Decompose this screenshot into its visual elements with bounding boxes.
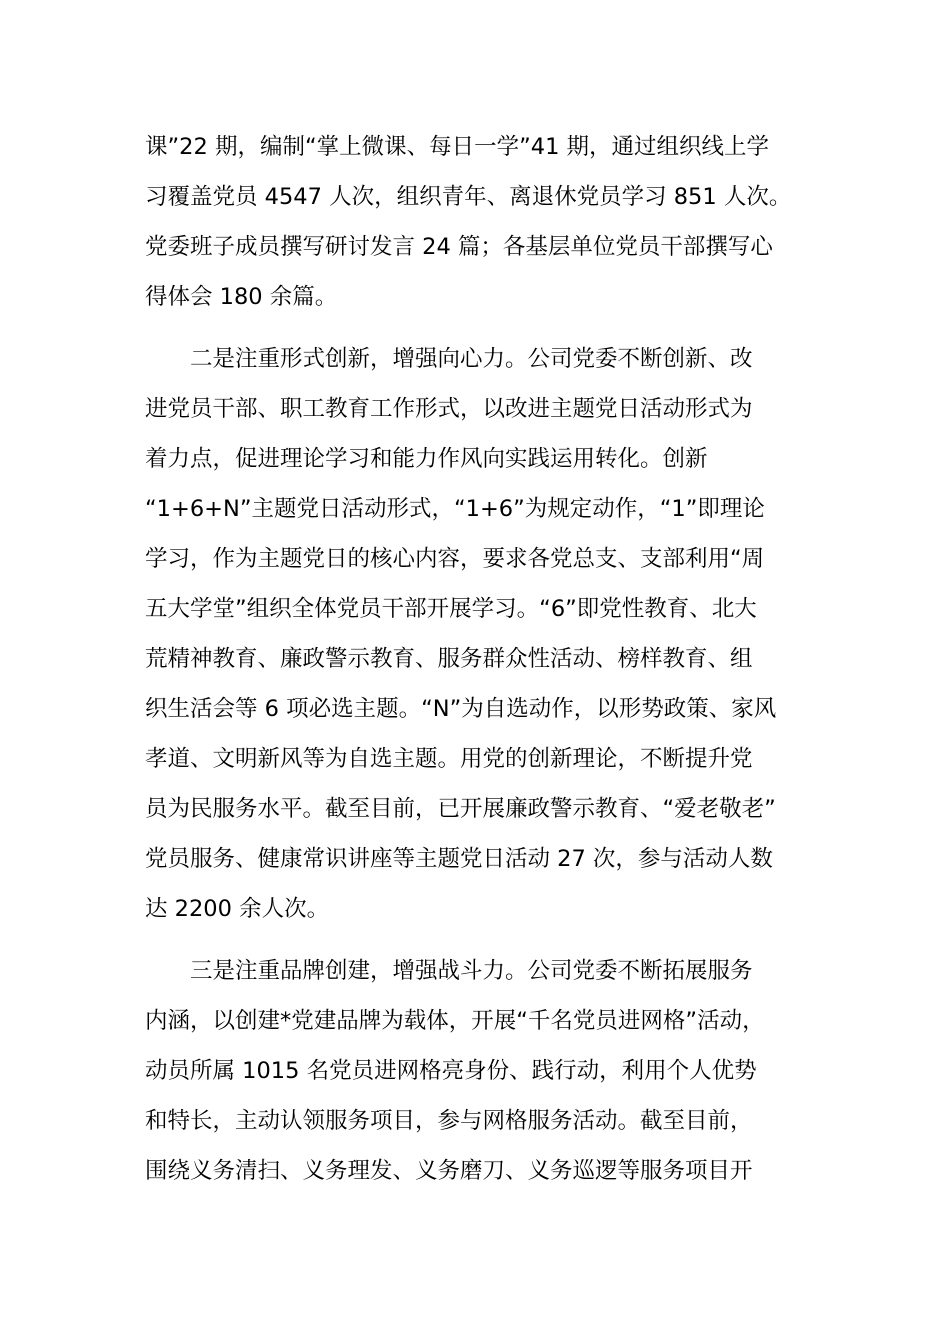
text-line: 党委班子成员撰写研讨发言 24 篇；各基层单位党员干部撰写心 <box>145 234 773 260</box>
text-line: 达 2200 余人次。 <box>145 896 330 922</box>
text-line: 课”22 期，编制“掌上微课、每日一学”41 期，通过组织线上学 <box>145 134 770 160</box>
text-line: 学习，作为主题党日的核心内容，要求各党总支、支部利用“周 <box>145 546 765 572</box>
text-line: 党员服务、健康常识讲座等主题党日活动 27 次，参与活动人数 <box>145 846 773 872</box>
text-line: 围绕义务清扫、义务理发、义务磨刀、义务巡逻等服务项目开 <box>145 1158 753 1184</box>
text-line: 孝道、文明新风等为自选主题。用党的创新理论，不断提升党 <box>145 746 753 772</box>
paragraph-study-stats <box>145 122 810 322</box>
text-line: 习覆盖党员 4547 人次，组织青年、离退休党员学习 851 人次。 <box>145 184 792 210</box>
text-line: 内涵，以创建*党建品牌为载体，开展“千名党员进网格”活动， <box>145 1008 765 1034</box>
text-line: 着力点，促进理论学习和能力作风向实践运用转化。创新 <box>145 446 708 472</box>
paragraph-spacer <box>145 322 810 334</box>
document-body <box>145 122 810 1196</box>
text-line: 动员所属 1015 名党员进网格亮身份、践行动，利用个人优势 <box>145 1058 757 1084</box>
text-line: 织生活会等 6 项必选主题。“N”为自选动作，以形势政策、家风 <box>145 696 777 722</box>
text-line: 得体会 180 余篇。 <box>145 284 338 310</box>
text-line: 三是注重品牌创建，增强战斗力。公司党委不断拓展服务 <box>145 958 753 984</box>
paragraph-form-innovation <box>145 334 810 934</box>
text-line: 员为民服务水平。截至目前，已开展廉政警示教育、“爱老敬老” <box>145 796 776 822</box>
text-line: 荒精神教育、廉政警示教育、服务群众性活动、榜样教育、组 <box>145 646 753 672</box>
paragraph-spacer <box>145 934 810 946</box>
text-line: 五大学堂”组织全体党员干部开展学习。“6”即党性教育、北大 <box>145 596 757 622</box>
text-line: 和特长，主动认领服务项目，参与网格服务活动。截至目前， <box>145 1108 753 1134</box>
paragraph-brand-building <box>145 946 810 1196</box>
text-line: 二是注重形式创新，增强向心力。公司党委不断创新、改 <box>145 346 753 372</box>
text-line: 进党员干部、职工教育工作形式，以改进主题党日活动形式为 <box>145 396 753 422</box>
text-line: “1+6+N”主题党日活动形式，“1+6”为规定动作，“1”即理论 <box>145 496 765 522</box>
